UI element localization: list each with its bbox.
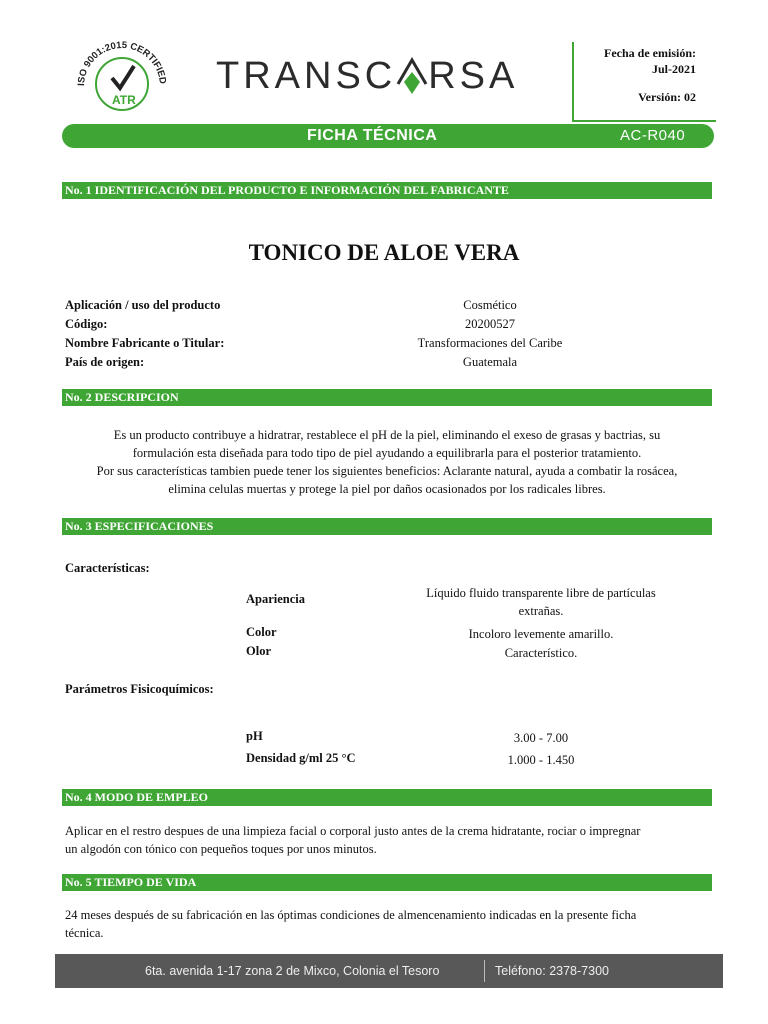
brand-a-icon [396, 54, 428, 98]
document-code: AC-R040 [620, 127, 686, 144]
description-line: elimina celulas muertas y protege la piel por daños ocasionados por los radicales libres. [168, 482, 606, 496]
value-fabricante: Transformaciones del Caribe [417, 336, 563, 350]
tiempo-vida-text [65, 906, 715, 942]
ficha-tecnica-title: FICHA TÉCNICA [307, 127, 438, 144]
document-meta [572, 42, 716, 122]
section-4-header: No. 4 MODO DE EMPLEO [62, 789, 712, 806]
modo-empleo-text [65, 822, 715, 858]
iso-certification-seal [72, 40, 172, 124]
spec-label-densidad: Densidad g/ml 25 °C [246, 751, 356, 765]
section-2-header: No. 2 DESCRIPCION [62, 389, 712, 406]
label-fabricante: Nombre Fabricante o Titular: [65, 336, 225, 350]
value-pais: Guatemala [462, 355, 518, 369]
brand-left: TRANSC [216, 55, 397, 97]
value-codigo: 20200527 [465, 317, 515, 331]
fecha-label: Fecha de emisión: [604, 46, 696, 60]
modo-line: Aplicar en el restro despues de una limpieza facial o corporal justo antes de la crema hidratante, rociar o impregnar [65, 824, 641, 838]
value-aplicacion: Cosmético [463, 298, 517, 312]
spec-label-apariencia: Apariencia [246, 592, 306, 606]
footer-phone: Teléfono: 2378-7300 [495, 964, 609, 978]
vida-line: 24 meses después de su fabricación en las óptimas condiciones de almencenamiento indicadas en la presente ficha [65, 908, 637, 922]
spec-value-color: Incoloro levemente amarillo. [468, 627, 614, 641]
spec-value-line: extrañas. [518, 604, 564, 618]
fecha-value: Jul-2021 [651, 62, 696, 76]
spec-label-color: Color [246, 625, 277, 639]
label-pais: País de origen: [65, 355, 145, 369]
modo-line: un algodón con tónico con pequeños toques por unos minutos. [65, 842, 377, 856]
version: Versión: 02 [638, 90, 696, 104]
seal-text: ISO 9001:2015 CERTIFIED [75, 40, 169, 87]
vida-line: técnica. [65, 926, 104, 940]
section-5-header: No. 5 TIEMPO DE VIDA [62, 874, 712, 891]
spec-value-densidad: 1.000 - 1.450 [507, 753, 575, 767]
spec-value-ph: 3.00 - 7.00 [513, 731, 569, 745]
brand-right: RSA [428, 55, 519, 97]
description-text [62, 426, 712, 498]
svg-text:ISO 9001:2015 CERTIFIED SYSTEM [72, 40, 168, 87]
section-3-header: No. 3 ESPECIFICACIONES [62, 518, 712, 535]
section-1-header: No. 1 IDENTIFICACIÓN DEL PRODUCTO E INFORMACIÓN DEL FABRICANTE [62, 182, 712, 199]
spec-value-olor: Característico. [504, 646, 578, 660]
description-line: Por sus características tambien puede tener los siguientes beneficios: Aclarante natural, ayuda a combatir la rosácea, [96, 464, 678, 478]
spec-value-line: Líquido fluido transparente libre de partículas [426, 586, 656, 600]
transcarsa-logo [216, 54, 519, 98]
product-title: TONICO DE ALOE VERA [248, 240, 520, 265]
description-line: Es un producto contribuye a hidratrar, restablece el pH de la piel, eliminando el exeso de grasas y bactrias, su [113, 428, 661, 442]
parametros-label: Parámetros Fisicoquímicos: [65, 682, 214, 696]
caracteristicas-label: Características: [65, 561, 150, 575]
footer-address: 6ta. avenida 1-17 zona 2 de Mixco, Colonia el Tesoro [145, 964, 440, 978]
footer-divider [484, 960, 485, 982]
description-line: formulación esta diseñada para todo tipo de piel ayudando a equilibrarla para el posterior tratamiento. [132, 446, 642, 460]
seal-brand: ATR [112, 93, 136, 107]
label-codigo: Código: [65, 317, 108, 331]
spec-value-apariencia [400, 584, 682, 620]
label-aplicacion: Aplicación / uso del producto [65, 298, 221, 312]
spec-label-ph: pH [246, 729, 263, 743]
spec-label-olor: Olor [246, 644, 271, 658]
